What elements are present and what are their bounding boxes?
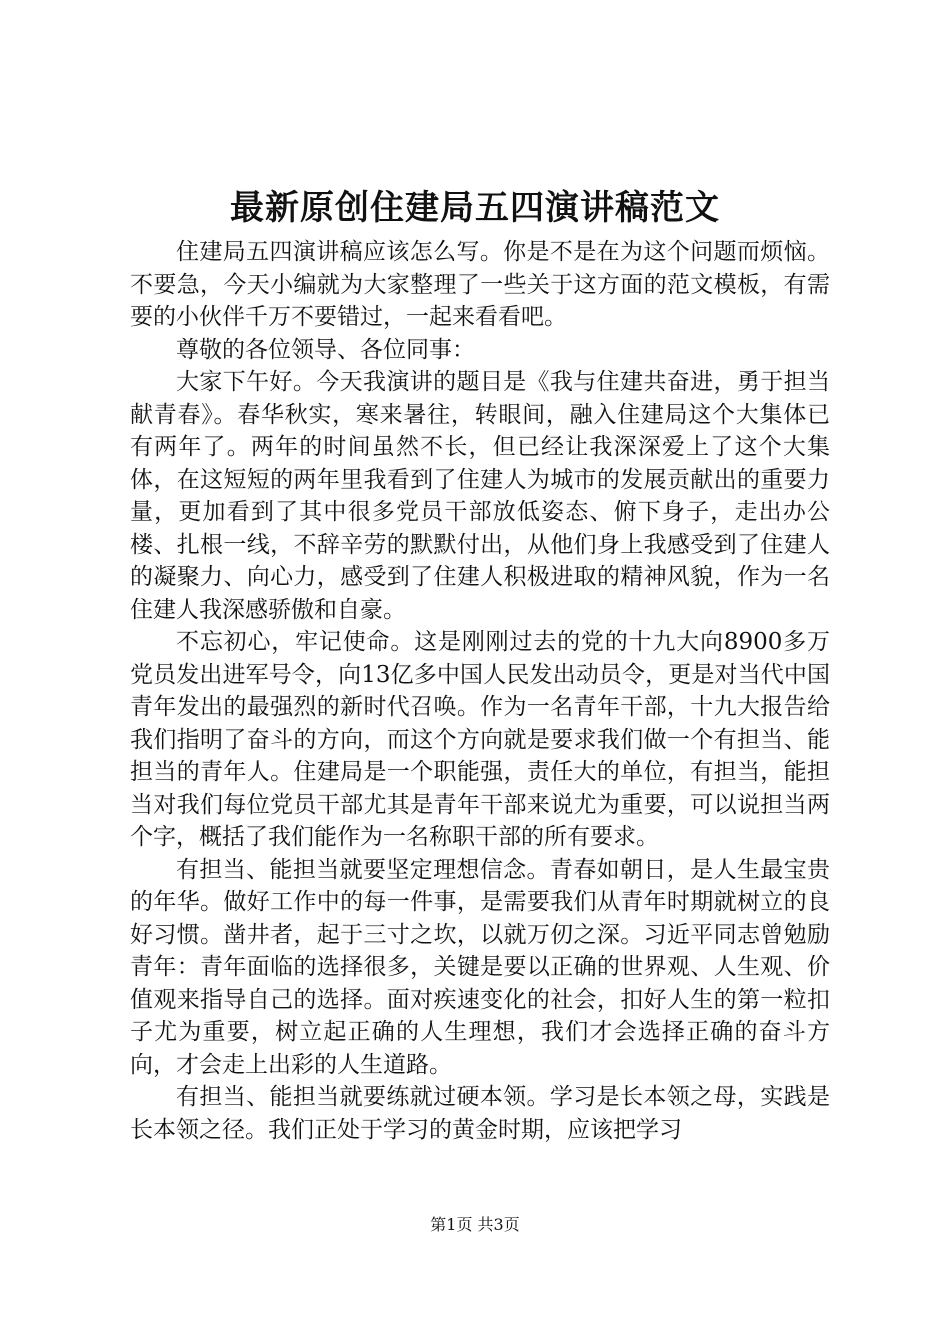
paragraph-salutation: 尊敬的各位领导、各位同事： <box>176 336 475 363</box>
page-number-footer: 第1页 共3页 <box>430 1215 520 1234</box>
document-title: 最新原创住建局五四演讲稿范文 <box>230 188 720 228</box>
paragraph-intro: 住建局五四演讲稿应该怎么写。你是不是在为这个问题而烦恼。不要急，今天小编就为大家整理了一些关于这方面的范文模板，有需要的小伙伴千万不要错过，一起来看看吧。 <box>130 239 830 330</box>
document-body <box>130 236 830 1146</box>
paragraph-ideals: 有担当、能担当就要坚定理想信念。青春如朝日，是人生最宝贵的年华。做好工作中的每一件事，是需要我们从青年时期就树立的良好习惯。凿井者，起于三寸之坎，以就万仞之深。习近平同志曾勉励青年：青年面临的选择很多，关键是要以正确的世界观、人生观、价值观来指导自己的选择。面对疾速变化的社会，扣好人生的第一粒扣子尤为重要，树立起正确的人生理想，我们才会选择正确的奋斗方向，才会走上出彩的人生道路。 <box>130 856 830 1078</box>
paragraph-mission: 不忘初心，牢记使命。这是刚刚过去的党的十九大向8900多万党员发出进军号令，向13亿多中国人民发出动员令，更是对当代中国青年发出的最强烈的新时代召唤。作为一名青年干部，十九大报告给我们指明了奋斗的方向，而这个方向就是要求我们做一个有担当、能担当的青年人。住建局是一个职能强，责任大的单位，有担当，能担当对我们每位党员干部尤其是青年干部来说尤为重要，可以说担当两个字，概括了我们能作为一名称职干部的所有要求。 <box>130 629 830 850</box>
paragraph-opening: 大家下午好。今天我演讲的题目是《我与住建共奋进，勇于担当献青春》。春华秋实，寒来暑往，转眼间，融入住建局这个大集体已有两年了。两年的时间虽然不长，但已经让我深深爱上了这个大集体，在这短短的两年里我看到了住建人为城市的发展贡献出的重要力量，更加看到了其中很多党员干部放低姿态、俯下身子，走出办公楼、扎根一线，不辞辛劳的默默付出，从他们身上我感受到了住建人的凝聚力、向心力，感受到了住建人积极进取的精神风貌，作为一名住建人我深感骄傲和自豪。 <box>130 369 830 623</box>
paragraph-skills: 有担当、能担当就要练就过硬本领。学习是长本领之母，实践是长本领之径。我们正处于学习的黄金时期，应该把学习 <box>130 1084 830 1143</box>
